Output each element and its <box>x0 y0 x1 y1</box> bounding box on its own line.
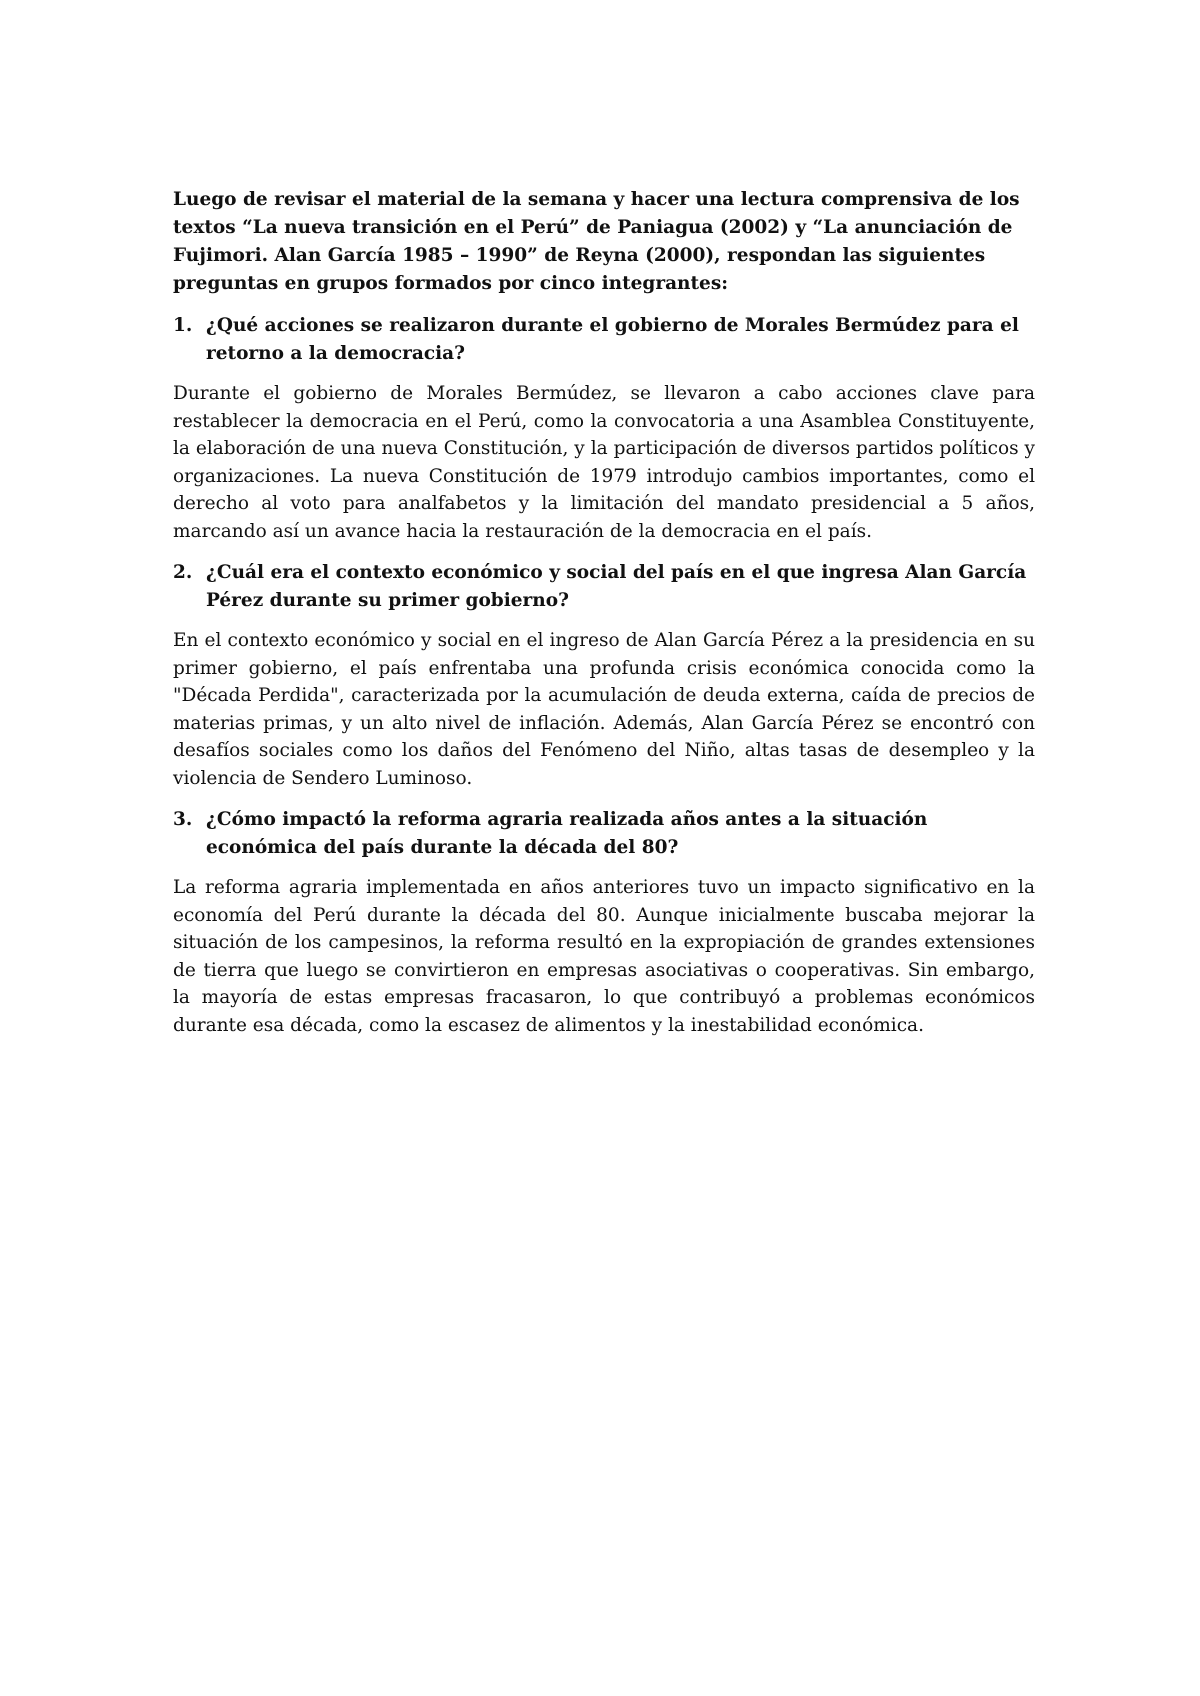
answer-2: En el contexto económico y social en el ingreso de Alan García Pérez a la presidencia en su primer gobierno, el país enfrentaba una profunda crisis económica conocida como la "Década Perdida", caracterizada por la acumulación de deuda externa, caída de precios de materias primas, y un alto nivel de inflación. Además, Alan García Pérez se encontró con desafíos sociales como los daños del Fenómeno del Niño, altas tasas de desempleo y la violencia de Sendero Luminoso. <box>173 630 1035 789</box>
question-2 <box>173 559 1035 615</box>
question-number: 3. <box>173 809 193 830</box>
intro-paragraph: Luego de revisar el material de la semana y hacer una lectura comprensiva de los textos “La nueva transición en el Perú” de Paniagua (2002) y “La anunciación de Fujimori. Alan García 1985 – 1990” de Reyna (2000), respondan las siguientes preguntas en grupos formados por cinco integrantes: <box>173 189 1020 294</box>
question-text: ¿Cuál era el contexto económico y social del país en el que ingresa Alan García Pérez durante su primer gobierno? <box>206 562 1027 611</box>
answer-3: La reforma agraria implementada en años anteriores tuvo un impacto significativo en la economía del Perú durante la década del 80. Aunque inicialmente buscaba mejorar la situación de los campesinos, la reforma resultó en la expropiación de grandes extensiones de tierra que luego se convirtieron en empresas asociativas o cooperativas. Sin embargo, la mayoría de estas empresas fracasaron, lo que contribuyó a problemas económicos durante esa década, como la escasez de alimentos y la inestabilidad económica. <box>173 877 1035 1036</box>
question-text: ¿Qué acciones se realizaron durante el gobierno de Morales Bermúdez para el retorno a la democracia? <box>206 315 1019 364</box>
question-number: 1. <box>173 315 193 336</box>
answer-1: Durante el gobierno de Morales Bermúdez, se llevaron a cabo acciones clave para restablecer la democracia en el Perú, como la convocatoria a una Asamblea Constituyente, la elaboración de una nueva Constitución, y la participación de diversos partidos políticos y organizaciones. La nueva Constitución de 1979 introdujo cambios importantes, como el derecho al voto para analfabetos y la limitación del mandato presidencial a 5 años, marcando así un avance hacia la restauración de la democracia en el país. <box>173 383 1035 542</box>
question-3 <box>173 806 1035 862</box>
question-1 <box>173 312 1035 368</box>
document-page <box>173 186 1035 1053</box>
question-text: ¿Cómo impactó la reforma agraria realizada años antes a la situación económica del país durante la década del 80? <box>206 809 928 858</box>
question-number: 2. <box>173 562 193 583</box>
